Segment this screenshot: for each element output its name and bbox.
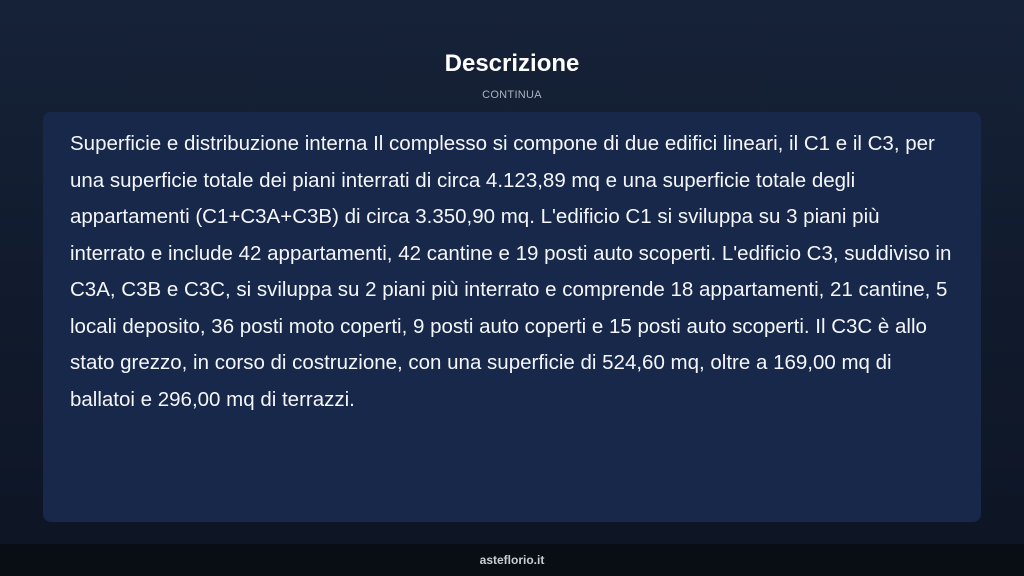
continue-label: CONTINUA xyxy=(482,89,542,101)
page-title: Descrizione xyxy=(444,50,580,77)
description-text: Superficie e distribuzione interna Il complesso si compone di due edifici lineari, il C1 e il C3, per una superficie totale dei piani interrati di circa 4.123,89 mq e una superficie totale degli appartamenti (C1+C3A+C3B) di circa 3.350,90 mq. L'edificio C1 si sviluppa su 3 piani più interrato e include 42 appartamenti, 42 cantine e 19 posti auto scoperti. L'edificio C3, suddiviso in C3A, C3B e C3C, si sviluppa su 2 piani più interrato e comprende 18 appartamenti, 21 cantine, 5 locali deposito, 36 posti moto coperti, 9 posti auto coperti e 15 posti auto scoperti. Il C3C è allo stato grezzo, in corso di costruzione, con una superficie di 524,60 mq, oltre a 169,00 mq di ballatoi e 296,00 mq di terrazzi. xyxy=(70,132,952,411)
description-card xyxy=(43,112,981,522)
site-name: asteflorio.it xyxy=(479,553,545,567)
slide-header xyxy=(0,48,1024,102)
footer-bar xyxy=(0,544,1024,576)
